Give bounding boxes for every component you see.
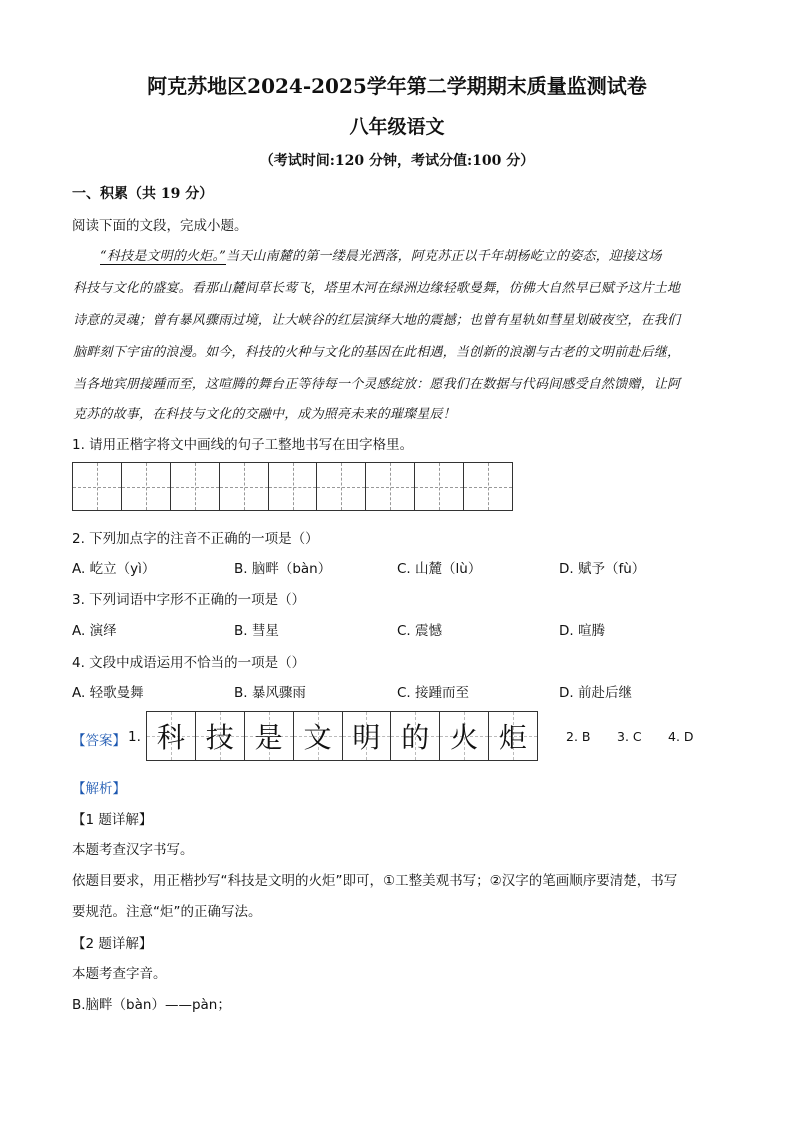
q4-option-b[interactable]: B. 暴风骤雨 (234, 685, 306, 701)
q2-option-c[interactable]: C. 山麓（lù） (397, 561, 482, 577)
passage-line-4: 脑畔刻下宇宙的浪漫。如今，科技的火种与文化的基因在此相遇，当创新的浪潮与古老的文明前赴后继， (73, 345, 681, 360)
q3-option-c[interactable]: C. 震憾 (397, 623, 443, 639)
answer-char-cell: 是 (245, 712, 294, 760)
q3-option-a[interactable]: A. 演绎 (72, 623, 117, 639)
exam-title: 阿克苏地区2024-2025学年第二学期期末质量监测试卷 (147, 74, 647, 98)
answer-char-cell: 技 (196, 712, 245, 760)
answer-q1-number: 1. (128, 729, 141, 745)
answer-char-cell: 科 (147, 712, 196, 760)
tianzige-writing-grid[interactable] (72, 462, 513, 511)
question-4: 4. 文段中成语运用不恰当的一项是（） (72, 655, 306, 671)
grid-cell[interactable] (73, 463, 122, 510)
answer-char-cell: 火 (440, 712, 489, 760)
detail-2-heading: 【2 题详解】 (72, 936, 153, 952)
grid-cell[interactable] (415, 463, 464, 510)
instruction-text: 阅读下面的文段，完成小题。 (72, 218, 248, 234)
detail-1-line-2: 依题目要求，用正楷抄写“科技是文明的火炬”即可，①工整美观书写；②汉字的笔画顺序要清楚，书写 (72, 873, 678, 889)
passage-line-3: 诗意的灵魂；曾有暴风骤雨过境，让大峡谷的红层演绎大地的震撼；也曾有星轨如彗星划破夜空，在我们 (73, 313, 681, 328)
answer-q2: 2. B (566, 729, 591, 744)
q2-option-a[interactable]: A. 屹立（yì） (72, 561, 156, 577)
answer-char-cell: 的 (391, 712, 440, 760)
q3-option-d[interactable]: D. 喧腾 (559, 623, 605, 639)
q4-option-d[interactable]: D. 前赴后继 (559, 685, 632, 701)
passage-line-6: 克苏的故事，在科技与文化的交融中，成为照亮未来的璀璨星辰！ (73, 407, 456, 422)
underlined-sentence: “科技是文明的火炬。” (100, 249, 226, 264)
answer-char-cell: 炬 (489, 712, 537, 760)
grid-cell[interactable] (220, 463, 269, 510)
passage-line-1 (100, 245, 725, 264)
section-heading: 一、积累（共 19 分） (72, 186, 214, 202)
answer-char-cell: 文 (294, 712, 343, 760)
answer-tag: 【答案】 (72, 733, 126, 749)
answer-char-cell: 明 (343, 712, 392, 760)
grid-cell[interactable] (269, 463, 318, 510)
q4-option-a[interactable]: A. 轻歌曼舞 (72, 685, 144, 701)
detail-1-line-1: 本题考查汉字书写。 (72, 842, 194, 858)
answer-q3: 3. C (617, 729, 642, 744)
q2-option-d[interactable]: D. 赋予（fù） (559, 561, 646, 577)
grid-cell[interactable] (122, 463, 171, 510)
passage-line-2: 科技与文化的盛宴。看那山麓间草长莺飞，塔里木河在绿洲边缘轻歌曼舞，仿佛大自然早已赋予这片土地 (73, 281, 681, 296)
answer-q4: 4. D (668, 729, 694, 744)
detail-1-heading: 【1 题详解】 (72, 812, 153, 828)
detail-2-line-1: 本题考查字音。 (72, 966, 167, 982)
detail-1-line-3: 要规范。注意“炬”的正确写法。 (72, 904, 262, 920)
question-1: 1. 请用正楷字将文中画线的句子工整地书写在田字格里。 (72, 437, 414, 453)
passage-line-5: 当各地宾朋接踵而至，这喧腾的舞台正等待每一个灵感绽放：愿我们在数据与代码间感受自然馈赠，让阿 (73, 377, 681, 392)
exam-info: （考试时间:120 分钟，考试分值:100 分） (259, 153, 535, 169)
grid-cell[interactable] (366, 463, 415, 510)
q4-option-c[interactable]: C. 接踵而至 (397, 685, 470, 701)
q2-option-b[interactable]: B. 脑畔（bàn） (234, 561, 332, 577)
exam-subtitle: 八年级语文 (349, 116, 445, 138)
grid-cell[interactable] (464, 463, 512, 510)
q3-option-b[interactable]: B. 彗星 (234, 623, 279, 639)
detail-2-line-2: B.脑畔（bàn）——pàn； (72, 997, 231, 1013)
question-2: 2. 下列加点字的注音不正确的一项是（） (72, 531, 319, 547)
answer-grid (146, 711, 538, 761)
grid-cell[interactable] (317, 463, 366, 510)
grid-cell[interactable] (171, 463, 220, 510)
analysis-tag: 【解析】 (72, 781, 126, 797)
passage-line-1-rest: 当天山南麓的第一缕晨光洒落，阿克苏正以千年胡杨屹立的姿态，迎接这场 (226, 249, 662, 264)
question-3: 3. 下列词语中字形不正确的一项是（） (72, 592, 306, 608)
